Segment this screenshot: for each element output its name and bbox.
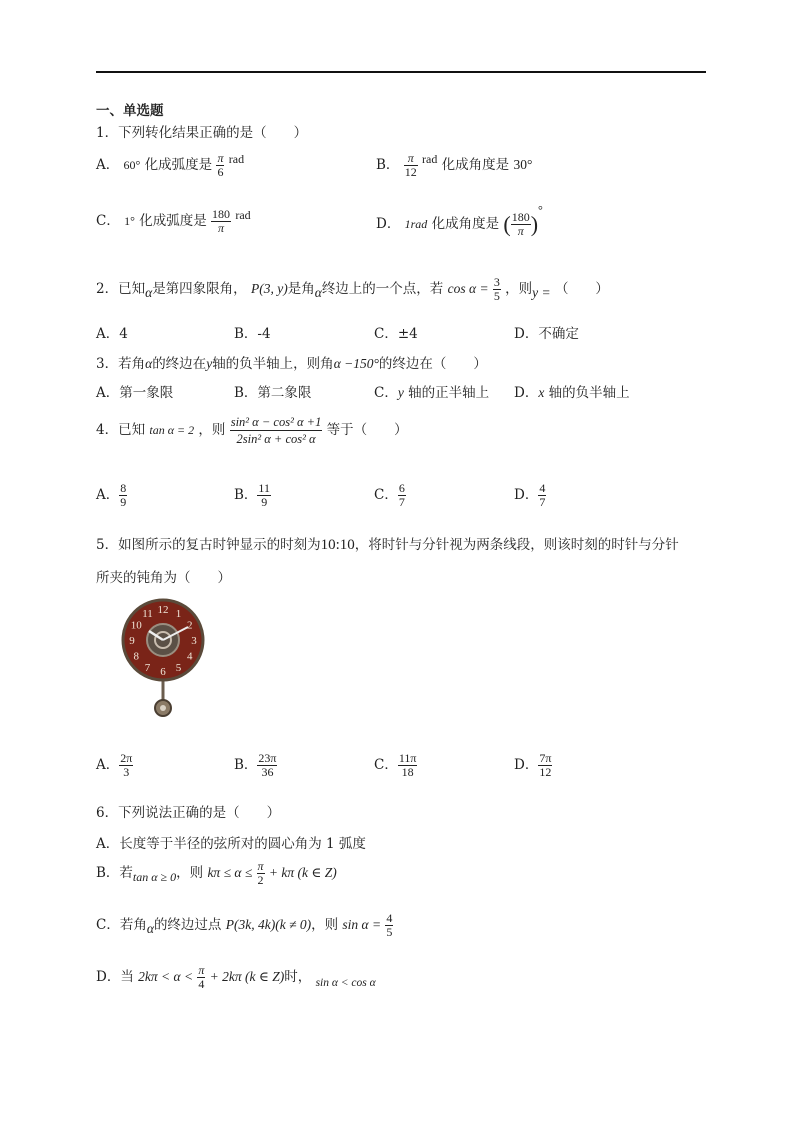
q1-d-paren-close: ) bbox=[530, 211, 539, 237]
q1-b-text: 化成角度是 bbox=[441, 157, 510, 173]
q6-stem: 6．下列说法正确的是（ ） bbox=[96, 805, 281, 821]
section-title: 一、单选题 bbox=[96, 103, 164, 119]
q4-option-a[interactable]: A． $\frac{8}{9}$ bbox=[96, 481, 127, 509]
q1-option-c[interactable] bbox=[96, 208, 251, 235]
q6-option-d[interactable]: D．当 2kπ < α < $\frac{\pi}{4}$ + 2kπ (k ∈ Z)时， sin α < cos α bbox=[96, 963, 376, 991]
clock-pendulum-center bbox=[160, 705, 166, 711]
q6-option-c[interactable]: C．若角α的终边过点 P(3k, 4k)(k ≠ 0)，则 sin α = $\frac{4}{5}$ bbox=[96, 911, 393, 939]
q1-b-fraction: $\frac{\pi}{12}$ bbox=[404, 151, 417, 179]
q1-c-unit: rad bbox=[235, 208, 251, 222]
q1-a-unit: rad bbox=[228, 152, 245, 166]
clock-numeral: 9 bbox=[129, 635, 135, 647]
q3-alpha: α bbox=[145, 356, 153, 371]
q4-fraction: $\frac{\text{sin² α − cos² α +1}}{\text{2sin² α + cos² α}}$ bbox=[230, 415, 322, 446]
vintage-clock-image bbox=[118, 598, 208, 720]
q1-c-deg: 1° bbox=[124, 214, 135, 228]
q1-d-text: 化成角度是 bbox=[431, 216, 500, 232]
q6-option-a[interactable]: A．长度等于半径的弦所对的圆心角为 1 弧度 bbox=[96, 836, 366, 852]
q2-option-b[interactable]: B．-4 bbox=[234, 326, 271, 342]
header-rule bbox=[96, 71, 706, 73]
q2-stem: 2．已知α是第四象限角， P(3, y)是角α终边上的一个点，若 cos α = $\frac{3}{5}$ ，则y = （ ） bbox=[96, 275, 609, 303]
q5-option-a[interactable]: A． $\frac{2\pi}{3}$ bbox=[96, 751, 133, 779]
q4-stem: 4．已知 tan α = 2 ，则 $\frac{\text{sin² α − cos² α +1}}{\text{2sin² α + cos² α}}$ 等于（ ） bbox=[96, 415, 408, 446]
q6-d-result: sin α < cos α bbox=[315, 977, 376, 989]
q1-d-label: D． bbox=[376, 216, 401, 232]
q2-option-d[interactable]: D．不确定 bbox=[514, 326, 579, 342]
q3-option-b[interactable]: B．第二象限 bbox=[234, 385, 312, 401]
clock-numeral: 11 bbox=[142, 608, 153, 621]
q3-stem: 3．若角α的终边在y轴的负半轴上，则角α −150°的终边在（ ） bbox=[96, 356, 487, 372]
q1-b-value: 30° bbox=[513, 157, 533, 172]
q2-option-a[interactable]: A．4 bbox=[96, 326, 128, 342]
q2-fraction: $\frac{3}{5}$ bbox=[493, 275, 500, 303]
q5-option-c[interactable]: C． $\frac{11\pi}{18}$ bbox=[374, 751, 417, 779]
clock-numeral: 8 bbox=[133, 650, 139, 663]
q1-c-text: 化成弧度是 bbox=[139, 213, 207, 229]
q4-option-c[interactable]: C． $\frac{6}{7}$ bbox=[374, 481, 405, 509]
q1-c-fraction: $\frac{180}{\pi}$ bbox=[212, 207, 231, 235]
q1-option-d[interactable] bbox=[376, 203, 543, 238]
q4-option-d[interactable]: D． $\frac{4}{7}$ bbox=[514, 481, 546, 509]
q2-cos: cos α = bbox=[447, 281, 489, 296]
q3-option-a[interactable]: A．第一象限 bbox=[96, 385, 174, 401]
q1-a-deg: 60° bbox=[123, 158, 141, 172]
q1-a-label: A． bbox=[96, 157, 120, 173]
q6-c-point: P(3k, 4k)(k ≠ 0) bbox=[225, 917, 312, 932]
clock-numeral: 10 bbox=[130, 619, 142, 632]
clock-numeral: 7 bbox=[144, 661, 151, 674]
q4-tan: tan α = 2 bbox=[149, 423, 195, 437]
q1-d-paren-open: ( bbox=[503, 211, 511, 237]
q3-expr: α −150° bbox=[333, 356, 379, 371]
clock-numeral: 2 bbox=[187, 619, 193, 632]
q1-d-value: 1rad bbox=[404, 217, 428, 231]
q1-a-text: 化成弧度是 bbox=[144, 157, 213, 173]
clock-numeral: 3 bbox=[191, 635, 197, 647]
q1-a-fraction: $\frac{\pi}{6}$ bbox=[217, 151, 224, 179]
q3-option-c[interactable]: C．y 轴的正半轴上 bbox=[374, 385, 490, 401]
q1-stem: 1．下列转化结果正确的是（ ） bbox=[96, 125, 308, 141]
q5-time: 10:10 bbox=[320, 537, 355, 553]
q6-option-b[interactable]: B．若tan α ≥ 0，则 kπ ≤ α ≤ $\frac{\pi}{2}$ + kπ (k ∈ Z) bbox=[96, 859, 337, 887]
q2-option-c[interactable]: C．±4 bbox=[374, 326, 418, 342]
q1-b-label: B． bbox=[376, 157, 400, 173]
q4-option-b[interactable]: B． $\frac{11}{9}$ bbox=[234, 481, 270, 509]
clock-numeral: 5 bbox=[175, 661, 182, 674]
q5-option-b[interactable]: B． $\frac{23\pi}{36}$ bbox=[234, 751, 277, 779]
q1-c-label: C． bbox=[96, 213, 120, 229]
q2-y: y = bbox=[532, 285, 551, 300]
clock-numeral: 6 bbox=[160, 666, 166, 678]
q2-alpha: α bbox=[145, 285, 153, 300]
clock-numeral: 1 bbox=[175, 608, 182, 621]
clock-numeral: 4 bbox=[187, 650, 193, 663]
q1-d-fraction: $\frac{180}{\pi}$ bbox=[511, 210, 530, 238]
q1-d-degree-sign: ° bbox=[538, 203, 543, 217]
q5-stem-line1: 5．如图所示的复古时钟显示的时刻为10:10，将时针与分针视为两条线段，则该时刻的时针与分针 bbox=[96, 537, 679, 553]
q1-option-b[interactable] bbox=[376, 152, 532, 179]
q5-stem-line2: 所夹的钝角为（ ） bbox=[96, 570, 231, 586]
q6-b-cond: tan α ≥ 0 bbox=[132, 870, 177, 884]
q3-option-d[interactable]: D．x 轴的负半轴上 bbox=[514, 385, 630, 401]
q1-b-unit: rad bbox=[422, 152, 438, 166]
q1-option-a[interactable] bbox=[96, 152, 244, 179]
clock-numeral: 12 bbox=[157, 604, 169, 616]
q5-option-d[interactable]: D． $\frac{7\pi}{12}$ bbox=[514, 751, 552, 779]
q2-point: P(3, y) bbox=[250, 281, 288, 296]
